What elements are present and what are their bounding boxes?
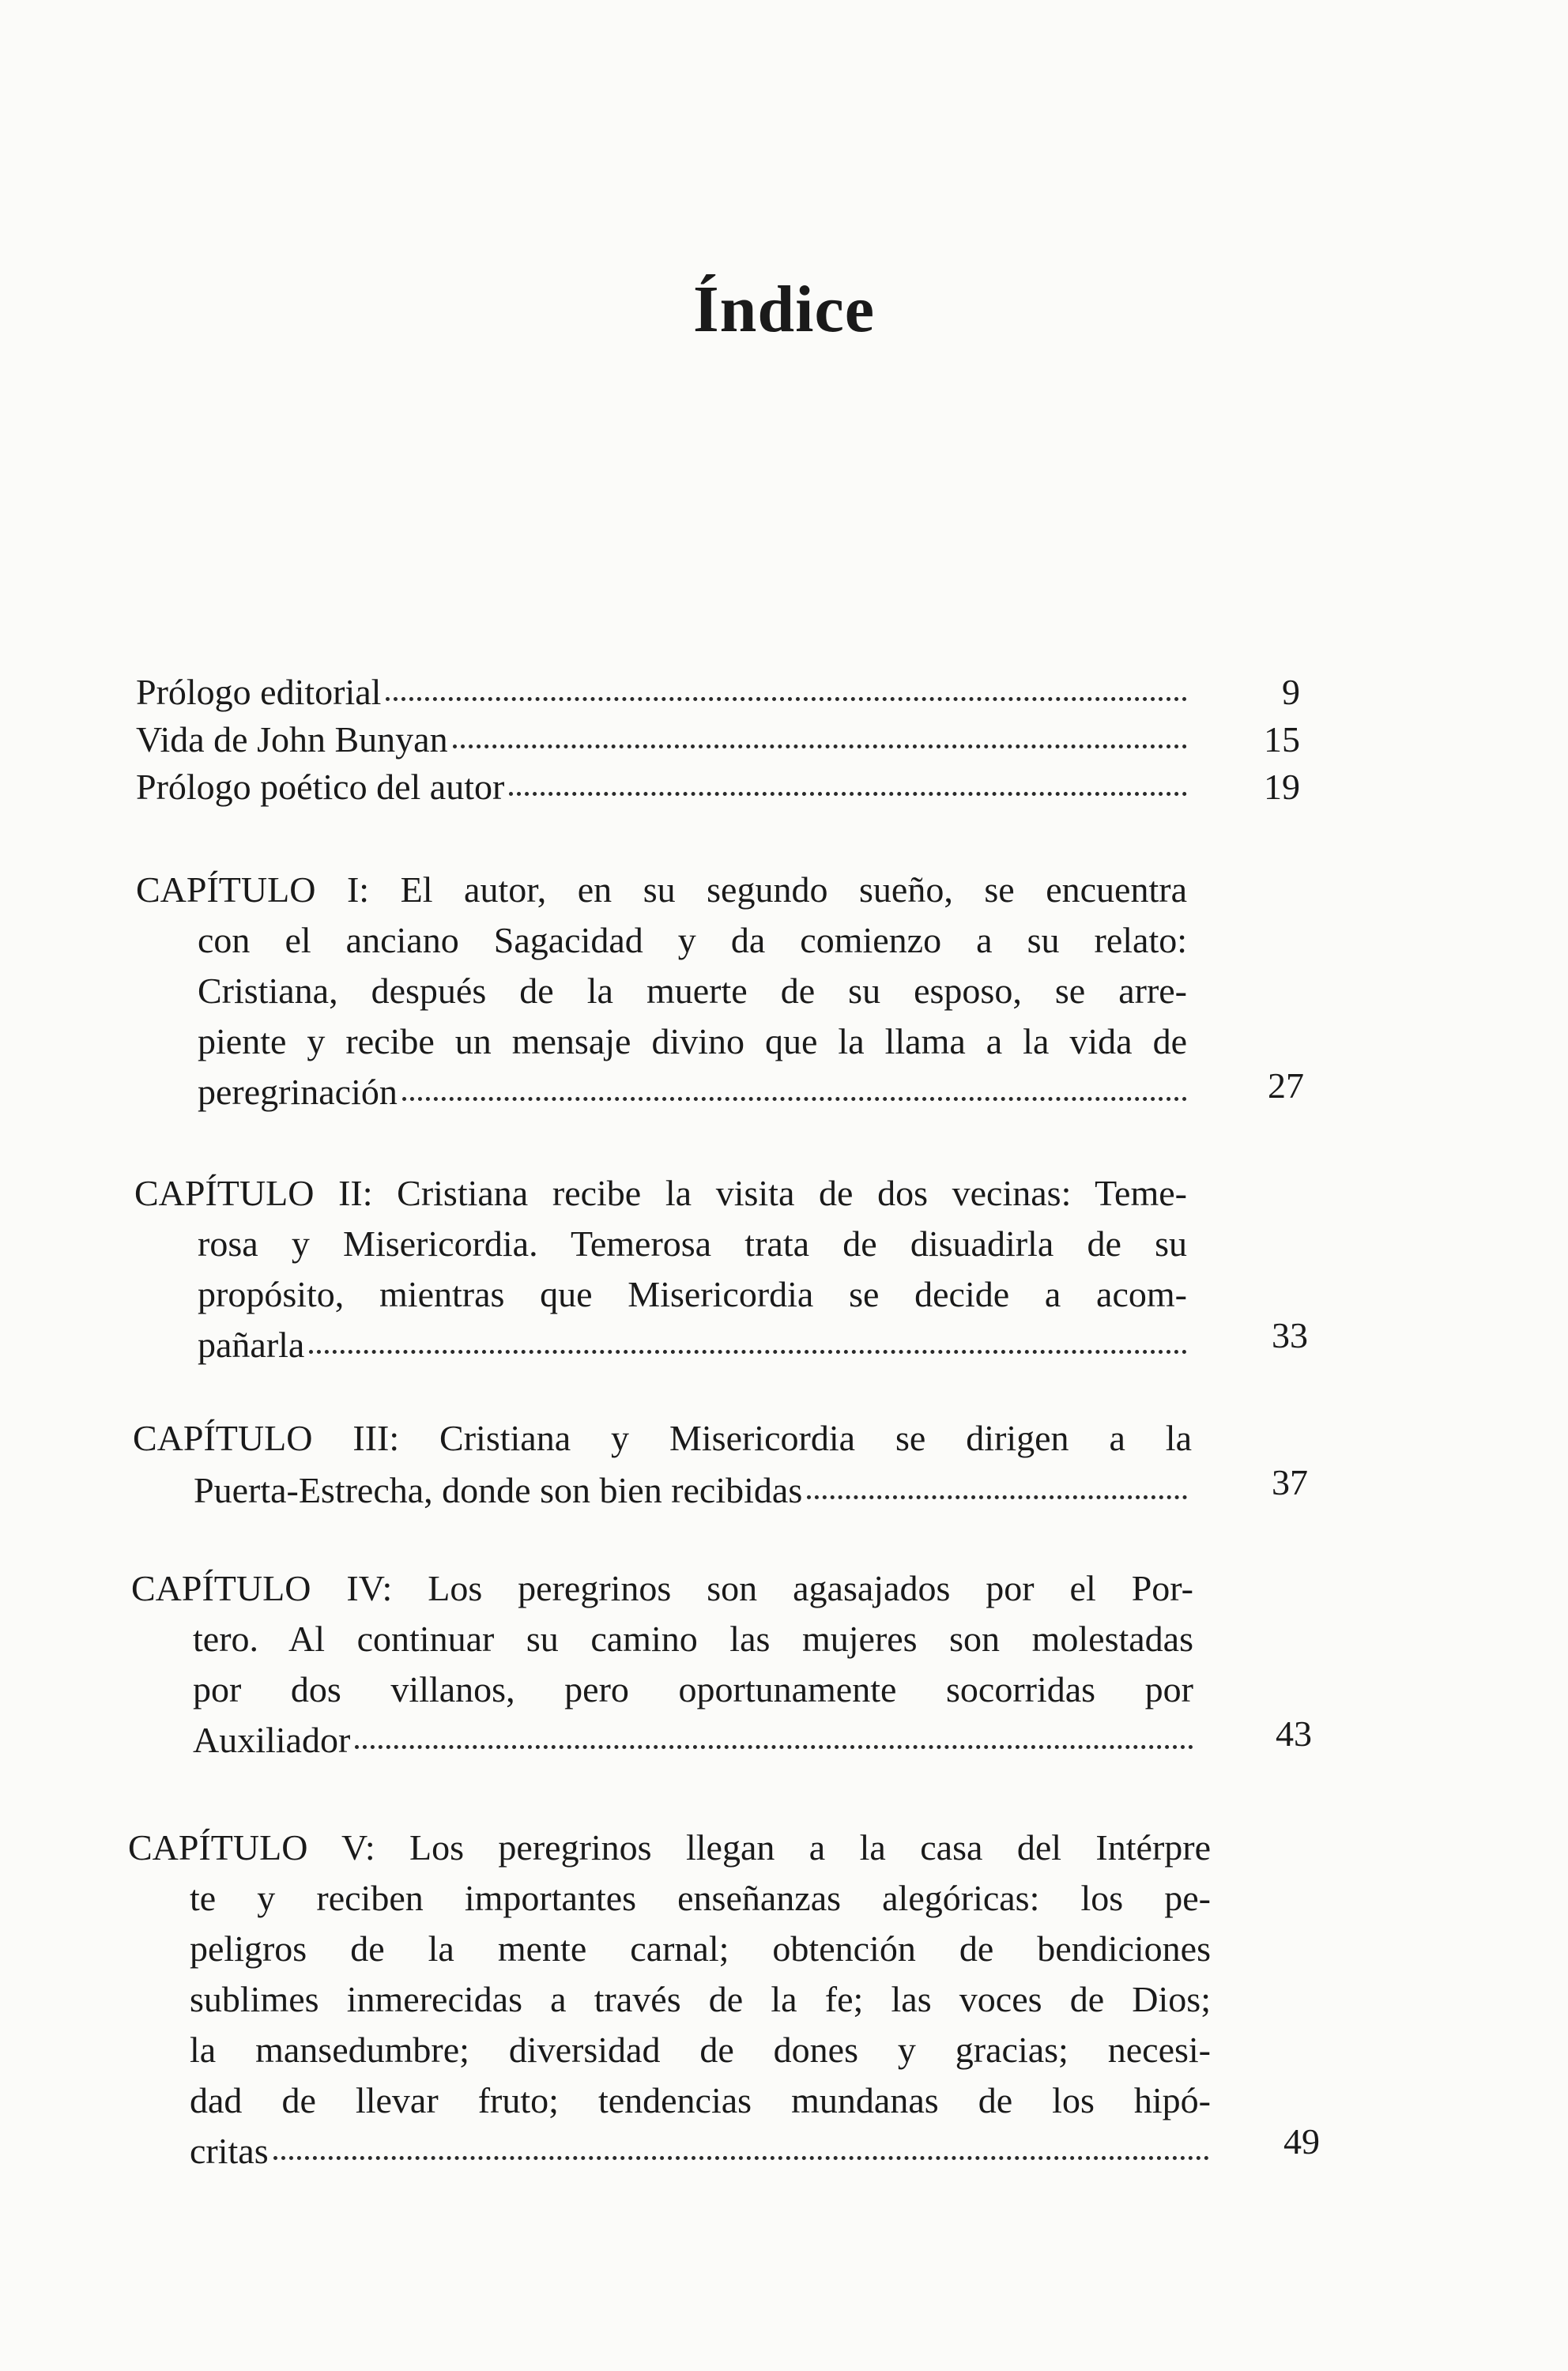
dot-leader: [402, 1086, 1187, 1101]
chapter-text-line: dad de llevar fruto; tendencias mundanas de los hipó-: [190, 2080, 1211, 2120]
dot-leader: [355, 1734, 1193, 1749]
dot-leader: [386, 686, 1187, 701]
chapter-text-line: peregrinación: [198, 1072, 398, 1112]
dot-leader: [509, 781, 1187, 796]
page-number: 19: [1264, 767, 1300, 807]
toc-entry-line: [194, 1467, 1187, 1514]
toc-entry-title: Vida de John Bunyan: [136, 719, 448, 760]
page-number: 15: [1264, 719, 1300, 760]
toc-entry-line: [136, 669, 1187, 716]
chapter-text-line: con el anciano Sagacidad y da comienzo a su relato:: [198, 920, 1187, 960]
toc-entry-line: [136, 763, 1187, 811]
page-number: 49: [1283, 2121, 1320, 2162]
page-number: 33: [1272, 1315, 1308, 1355]
chapter-heading-line: CAPÍTULO IV: Los peregrinos son agasajados por el Por-: [131, 1568, 1193, 1608]
chapter-heading-line: CAPÍTULO II: Cristiana recibe la visita de dos vecinas: Teme-: [134, 1173, 1187, 1213]
toc-entry-title: Prólogo poético del autor: [136, 767, 505, 807]
chapter-text-line: sublimes inmerecidas a través de la fe; las voces de Dios;: [190, 1979, 1211, 2019]
chapter-heading-line: CAPÍTULO V: Los peregrinos llegan a la casa del Intérpre: [128, 1827, 1211, 1868]
toc-entry-line: [193, 1717, 1193, 1764]
page-number: 27: [1268, 1065, 1304, 1106]
chapter-text-line: por dos villanos, pero oportunamente socorridas por: [193, 1669, 1193, 1709]
chapter-text-line: pañarla: [198, 1325, 305, 1365]
chapter-text-line: piente y recibe un mensaje divino que la llama a la vida de: [198, 1021, 1187, 1061]
dot-leader: [453, 733, 1187, 748]
chapter-text-line: tero. Al continuar su camino las mujeres son molestadas: [193, 1619, 1193, 1659]
chapter-text-line: Cristiana, después de la muerte de su esposo, se arre-: [198, 971, 1187, 1011]
dot-leader: [273, 2145, 1209, 2160]
toc-entry-line: [190, 2128, 1209, 2175]
toc-entry-title: Prólogo editorial: [136, 672, 382, 712]
page-title: Índice: [692, 273, 876, 346]
chapter-text-line: critas: [190, 2131, 269, 2171]
chapter-text-line: te y reciben importantes enseñanzas alegóricas: los pe-: [190, 1878, 1211, 1918]
chapter-text-line: Auxiliador: [193, 1720, 351, 1760]
page-number: 43: [1276, 1713, 1312, 1754]
chapter-heading-line: CAPÍTULO I: El autor, en su segundo sueño, se encuentra: [136, 869, 1187, 910]
chapter-text-line: la mansedumbre; diversidad de dones y gracias; necesi-: [190, 2030, 1211, 2070]
chapter-text-line: peligros de la mente carnal; obtención de bendiciones: [190, 1928, 1211, 1969]
toc-entry-line: [136, 716, 1187, 763]
chapter-text-line: Puerta-Estrecha, donde son bien recibidas: [194, 1470, 803, 1510]
page-number: 9: [1282, 672, 1300, 712]
page-number: 37: [1272, 1462, 1308, 1502]
dot-leader: [807, 1484, 1187, 1499]
toc-entry-line: [198, 1069, 1187, 1116]
chapter-heading-line: CAPÍTULO III: Cristiana y Misericordia se dirigen a la: [133, 1418, 1192, 1458]
toc-entry-line: [198, 1321, 1187, 1369]
dot-leader: [309, 1339, 1187, 1354]
chapter-text-line: rosa y Misericordia. Temerosa trata de disuadirla de su: [198, 1223, 1187, 1264]
chapter-text-line: propósito, mientras que Misericordia se decide a acom-: [198, 1274, 1187, 1314]
